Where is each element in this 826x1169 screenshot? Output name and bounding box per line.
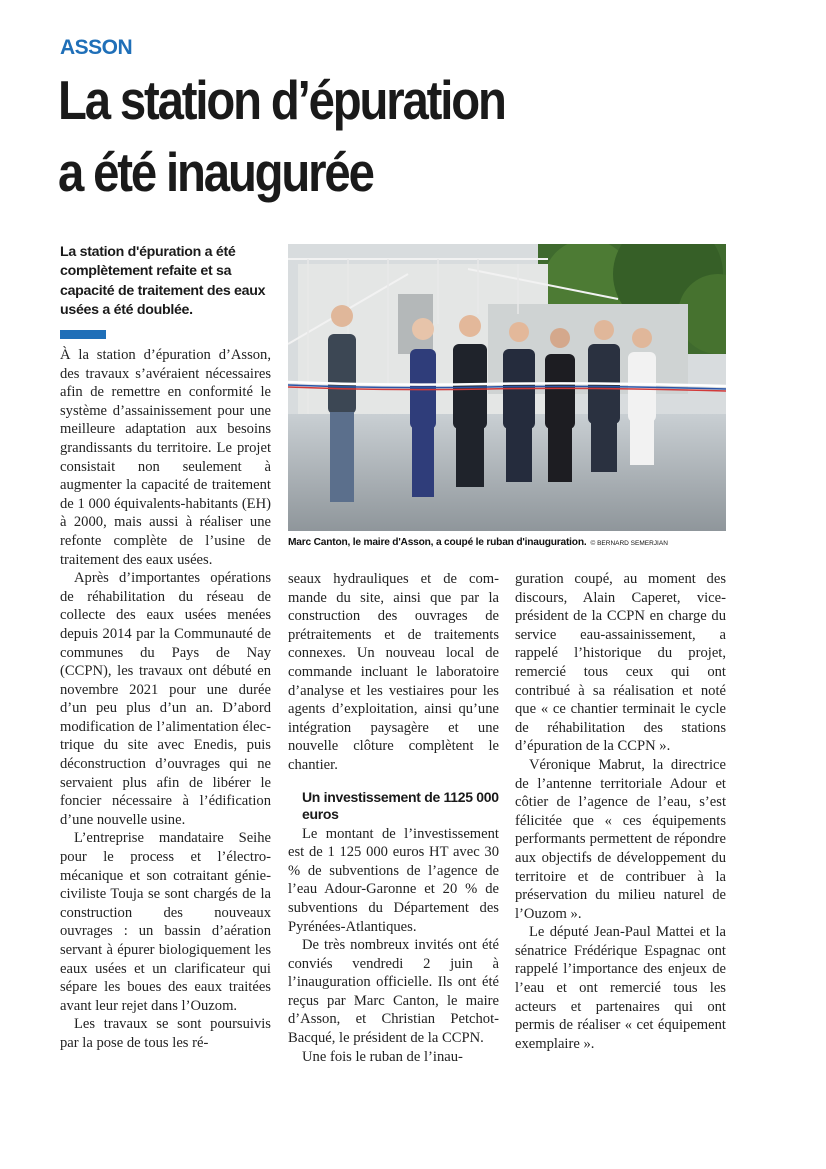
photo-caption-text: Marc Canton, le maire d'Asson, a coupé le ruban d'inauguration.: [288, 537, 587, 548]
lead-accent-bar: [60, 330, 106, 339]
photo-credit: © BERNARD SEMERJIAN: [590, 540, 668, 547]
paragraph: De très nombreux invités ont été conviés vendredi 2 juin à l’inauguration officielle. Ils ont été reçus par Marc Canton, le maire d’Asson, et Christian Petchot-Bacqué, le président de la CCPN.: [288, 937, 499, 1047]
paragraph: L’entreprise mandataire Seihe pour le process et l’électromécanique et son cotraitant génie-civiliste Touja se sont chargés de la construction des nouveaux ouvrages : un bassin d’aération servant à épurer biologiquement les eaux usées et un clarificateur qui sépare les boues des eaux traitées avant leur rejet dans l’Ouzom.: [60, 830, 271, 1014]
article-column-2: [288, 570, 499, 1066]
inauguration-photo: [288, 244, 726, 531]
headline-line-2: a été inaugurée: [58, 141, 373, 203]
article-lead: La station d'épuration a été complètement refaite et sa capacité de traitement des eaux usées a été doublée.: [60, 244, 266, 319]
headline-line-1: La station d’épuration: [58, 69, 505, 131]
paragraph: Une fois le ruban de l’inau-: [302, 1048, 463, 1065]
paragraph: Après d’importantes opérations de réhabilitation du réseau de collecte des eaux usées menées depuis 2014 par la Communauté de communes du Pays de Nay (CCPN), les travaux ont débuté en novembre 2021 pour une durée d’un peu plus d’un an. D’abord modification de l’alimentation électrique du site avec Enedis, puis déconstruction d’ouvrages qui ne servaient plus afin de libérer le foncier nécessaire à l’édification d’une nouvelle usine.: [60, 570, 271, 828]
headline: [58, 64, 677, 208]
paragraph: À la station d’épuration d’Asson, des travaux s’avéraient nécessaires afin de remettre en conformité le système d’assainissement pour une meilleure adaptation aux besoins grandissants du territoire. Le projet consistait non seulement à augmenter la capacité de traitement de 1 000 équivalents-habitants (EH) à 2000, mais aussi à réaliser une refonte complète de l’usine de traitement des eaux usées.: [60, 347, 271, 568]
paragraph: seaux hydrauliques et de commande du site, ainsi que par la construction des ouvrages de prétraitements et de traitements connexes. Un nouveau local de commande incluant le laboratoire d’analyse et les vestiaires pour les agents d’exploitation, ainsi qu’une intégration paysagère et une nouvelle clôture complètent le chantier.: [288, 571, 499, 773]
article-subhead: Un investissement de 1125 000 euros: [302, 788, 499, 822]
paragraph: Le député Jean-Paul Mattei et la sénatrice Frédérique Espagnac ont rappelé l’importance des enjeux de l’eau et ont remercié tous les acteurs et partenaires qui ont permis de réaliser « cet équipement exemplaire ».: [515, 924, 726, 1052]
article-column-1: [60, 346, 271, 1053]
paragraph: Les travaux se sont poursuivis par la pose de tous les ré-: [60, 1016, 271, 1051]
paragraph: Le montant de l’investissement est de 1 125 000 euros HT avec 30 % de subventions de l’agence de l’eau Adour-Garonne et 20 % de subventions du Département des Pyrénées-Atlantiques.: [288, 825, 499, 935]
paragraph: guration coupé, au moment des discours, Alain Caperet, vice-président de la CCPN en charge du service eau-assainissement, a rappelé l’historique du projet, remercié tous ceux qui ont contribué à sa réalisation et noté que « ce chantier terminait le cycle de réhabilitation des stations d’épuration de la CCPN ».: [515, 571, 726, 755]
section-kicker: ASSON: [60, 36, 133, 59]
photo-caption: [288, 537, 728, 548]
article-column-3: [515, 570, 726, 1053]
paragraph: Véronique Mabrut, la directrice de l’antenne territoriale Adour et côtier de l’agence de l’eau, s’est félicitée que « ces équipements performants permettent de répondre aux objectifs de développement du territoire et de contribuer à la préservation du milieu naturel de l’Ouzom ».: [515, 756, 726, 922]
